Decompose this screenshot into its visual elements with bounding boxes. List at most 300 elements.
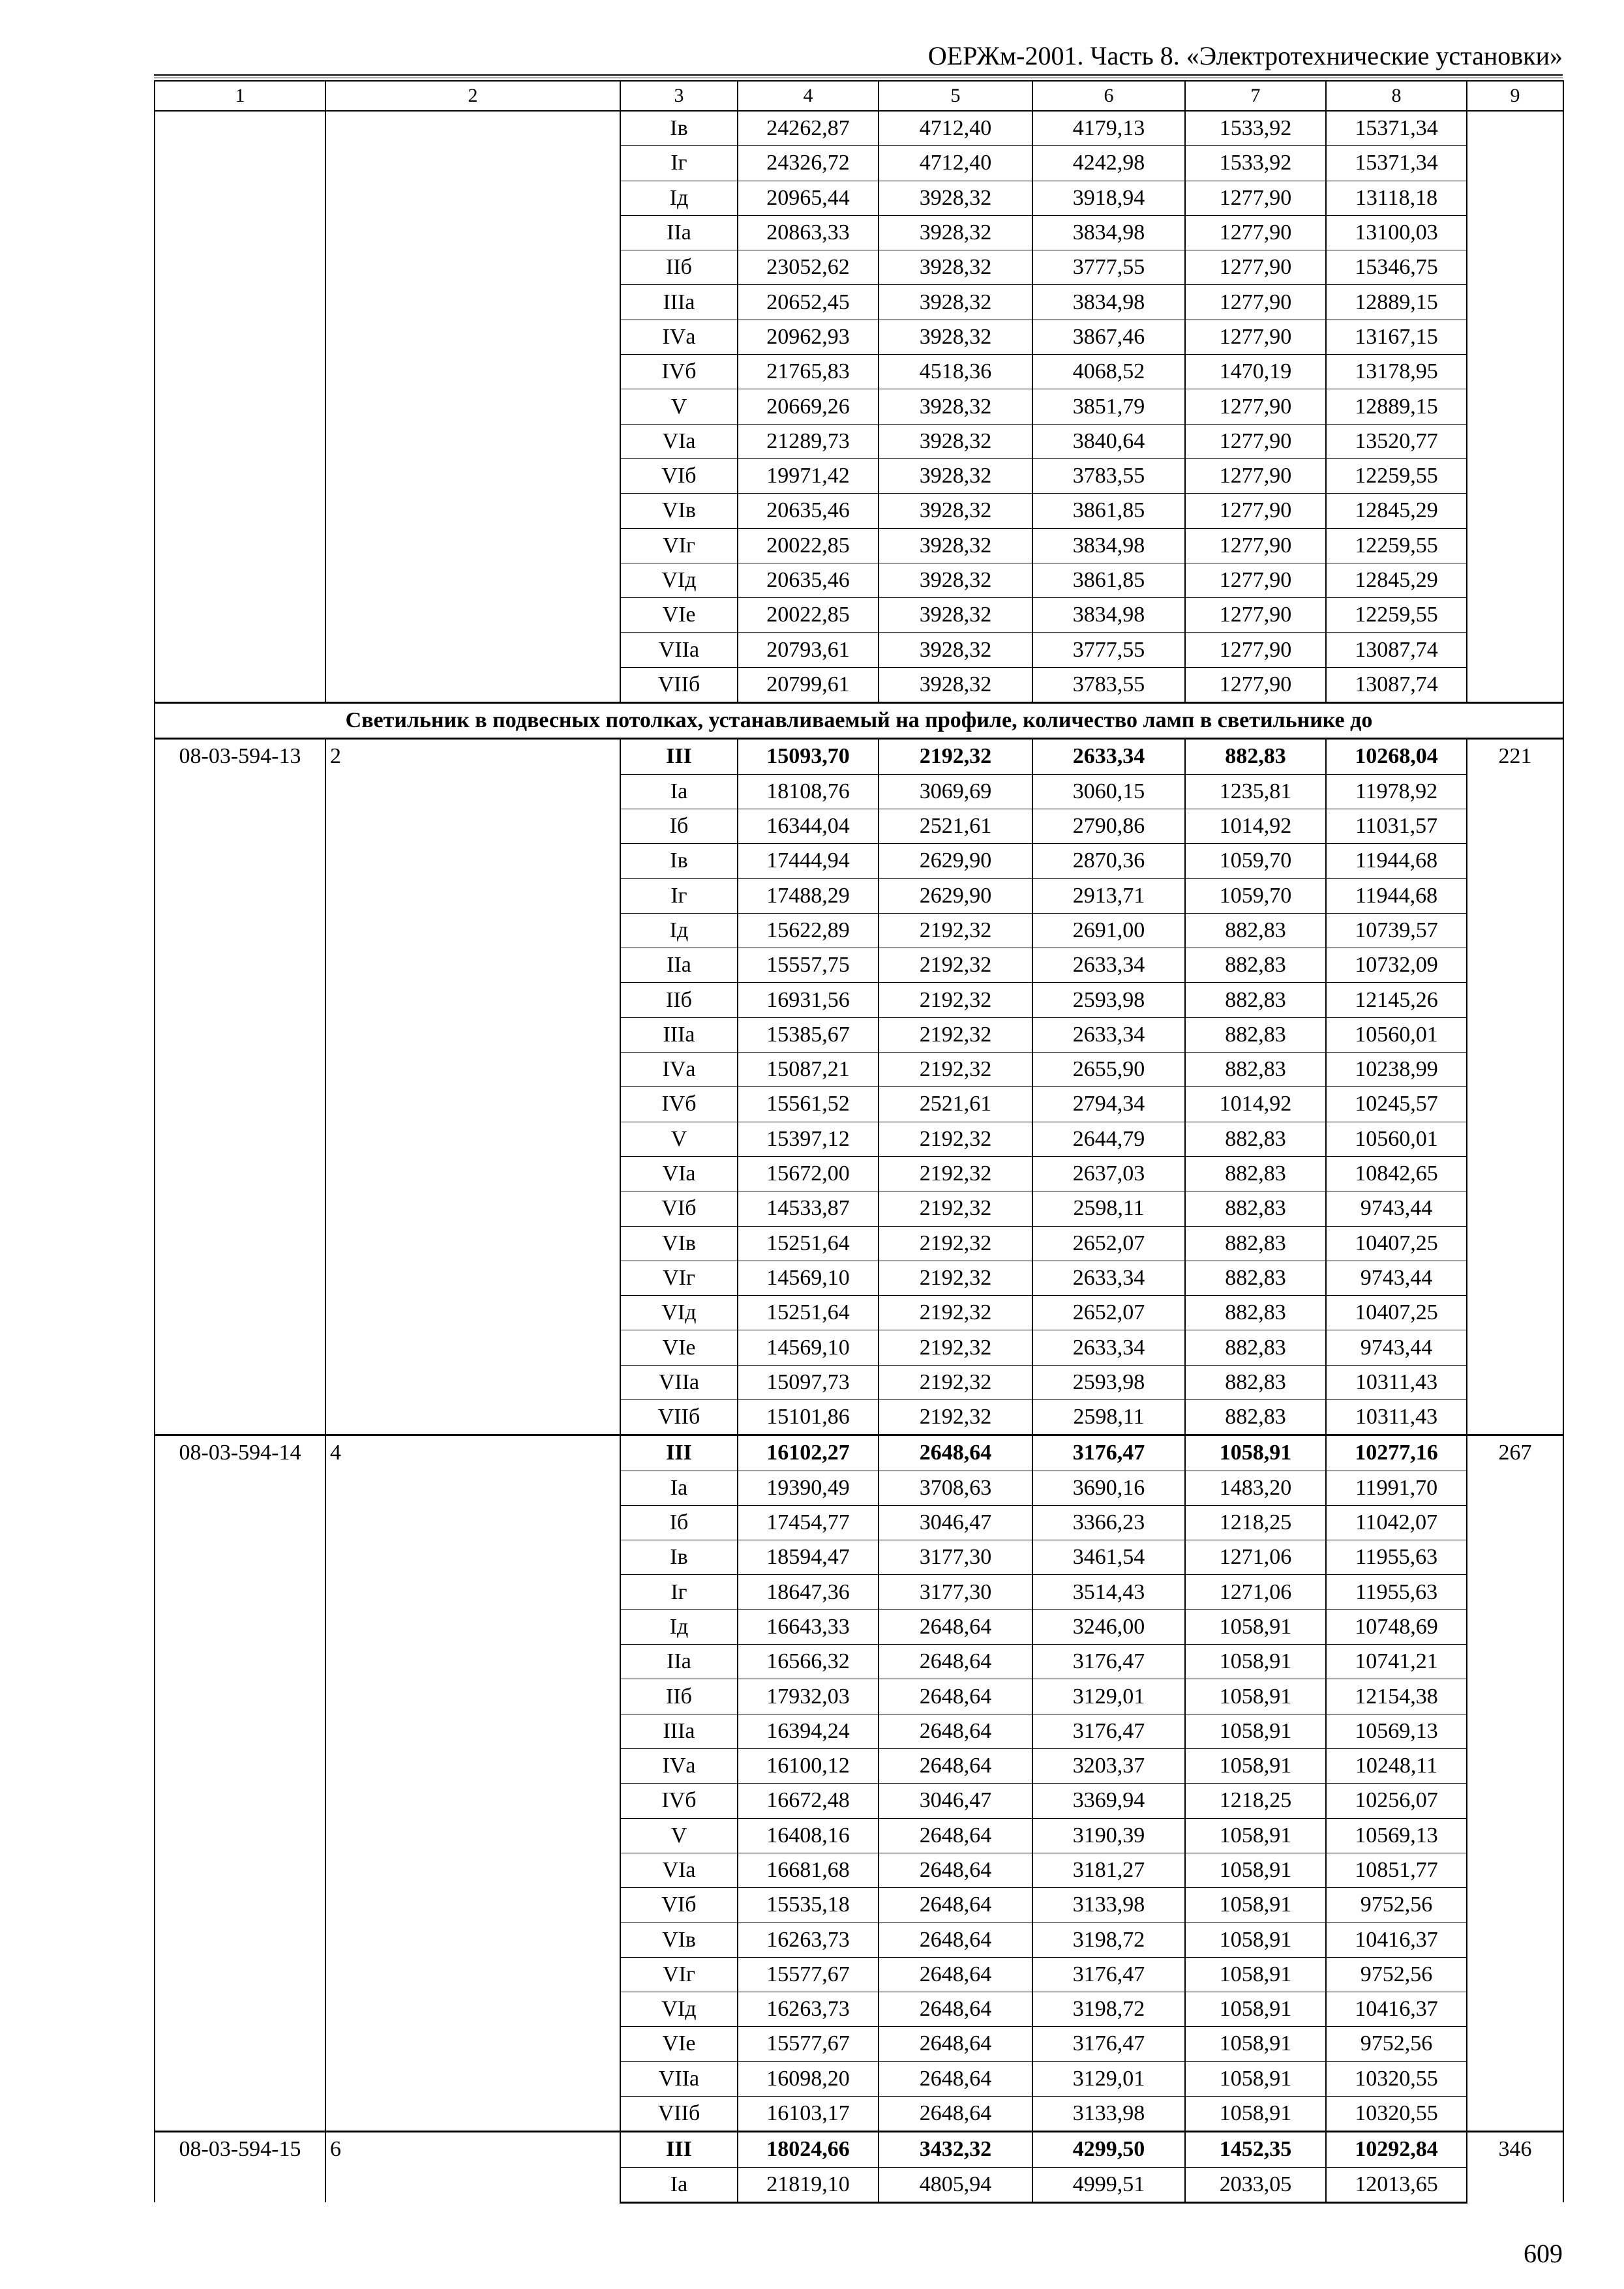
value-cell: 15251,64 xyxy=(738,1226,879,1261)
value-cell: 12845,29 xyxy=(1326,494,1467,528)
value-cell: 3834,98 xyxy=(1032,285,1185,320)
value-cell: 15397,12 xyxy=(738,1122,879,1156)
value-cell: 10320,55 xyxy=(1326,2061,1467,2096)
value-cell: 1058,91 xyxy=(1185,1922,1326,1957)
value-cell: 1058,91 xyxy=(1185,1435,1326,1471)
value-cell: 3060,15 xyxy=(1032,774,1185,809)
zone-cell: IIIа xyxy=(620,1714,738,1748)
value-cell: 18594,47 xyxy=(738,1540,879,1575)
value-cell: 2192,32 xyxy=(879,1296,1032,1330)
value-cell: 1059,70 xyxy=(1185,844,1326,878)
value-cell: 9752,56 xyxy=(1326,1888,1467,1922)
value-cell: 10277,16 xyxy=(1326,1435,1467,1471)
value-cell: 882,83 xyxy=(1185,1365,1326,1399)
value-cell: 16672,48 xyxy=(738,1784,879,1818)
lamp-count: 6 xyxy=(325,2132,620,2203)
zone-cell: VIа xyxy=(620,1853,738,1887)
value-cell: 3176,47 xyxy=(1032,1645,1185,1679)
value-cell: 20962,93 xyxy=(738,320,879,354)
value-cell: 2192,32 xyxy=(879,1191,1032,1226)
value-cell: 1271,06 xyxy=(1185,1540,1326,1575)
value-cell: 3867,46 xyxy=(1032,320,1185,354)
value-cell: 12154,38 xyxy=(1326,1679,1467,1714)
value-cell: 1452,35 xyxy=(1185,2132,1326,2167)
zone-cell: VIе xyxy=(620,1330,738,1365)
value-cell: 1058,91 xyxy=(1185,1818,1326,1853)
value-cell: 24326,72 xyxy=(738,146,879,181)
norm-code: 08-03-594-14 xyxy=(155,1435,325,2132)
value-cell: 4068,52 xyxy=(1032,355,1185,389)
value-cell: 1277,90 xyxy=(1185,598,1326,633)
zone-cell: VIIа xyxy=(620,1365,738,1399)
value-cell: 2192,32 xyxy=(879,739,1032,774)
value-cell: 1058,91 xyxy=(1185,1992,1326,2027)
zone-cell: IIб xyxy=(620,250,738,285)
value-cell: 1271,06 xyxy=(1185,1575,1326,1609)
norms-table xyxy=(154,80,1564,2204)
value-cell: 3928,32 xyxy=(879,528,1032,563)
value-cell: 1277,90 xyxy=(1185,633,1326,667)
zone-cell: Iб xyxy=(620,809,738,843)
value-cell: 3514,43 xyxy=(1032,1575,1185,1609)
value-cell: 2629,90 xyxy=(879,878,1032,913)
zone-cell: IVа xyxy=(620,320,738,354)
value-cell: 1058,91 xyxy=(1185,1679,1326,1714)
value-cell: 2633,34 xyxy=(1032,948,1185,983)
zone-cell: Iв xyxy=(620,844,738,878)
value-cell: 13087,74 xyxy=(1326,667,1467,702)
zone-cell: Iб xyxy=(620,1505,738,1540)
value-cell: 1014,92 xyxy=(1185,1087,1326,1122)
value-cell: 16566,32 xyxy=(738,1645,879,1679)
zone-cell: Iд xyxy=(620,913,738,948)
value-cell: 15672,00 xyxy=(738,1156,879,1191)
value-cell: 1277,90 xyxy=(1185,389,1326,424)
running-head: ОЕРЖм-2001. Часть 8. «Электротехнические установки» xyxy=(927,41,1563,70)
norm-code: 08-03-594-15 xyxy=(155,2132,325,2203)
value-cell: 3928,32 xyxy=(879,458,1032,493)
value-cell: 882,83 xyxy=(1185,1156,1326,1191)
value-cell: 2598,11 xyxy=(1032,1191,1185,1226)
value-cell: 17932,03 xyxy=(738,1679,879,1714)
value-cell: 15371,34 xyxy=(1326,111,1467,146)
value-cell: 1059,70 xyxy=(1185,878,1326,913)
value-cell: 1058,91 xyxy=(1185,1853,1326,1887)
value-cell: 10268,04 xyxy=(1326,739,1467,774)
value-cell: 4299,50 xyxy=(1032,2132,1185,2167)
value-cell: 17488,29 xyxy=(738,878,879,913)
value-cell: 15346,75 xyxy=(1326,250,1467,285)
zone-cell: VIб xyxy=(620,1888,738,1922)
value-cell: 10311,43 xyxy=(1326,1399,1467,1435)
value-cell: 3918,94 xyxy=(1032,181,1185,215)
value-cell: 1277,90 xyxy=(1185,563,1326,597)
value-cell: 10842,65 xyxy=(1326,1156,1467,1191)
value-cell: 3928,32 xyxy=(879,563,1032,597)
value-cell: 21765,83 xyxy=(738,355,879,389)
value-cell: 2629,90 xyxy=(879,844,1032,878)
value-cell: 19390,49 xyxy=(738,1471,879,1505)
value-cell: 2648,64 xyxy=(879,1679,1032,1714)
page-number: 609 xyxy=(1524,2239,1563,2268)
zone-cell: VIг xyxy=(620,1957,738,1992)
value-cell: 12845,29 xyxy=(1326,563,1467,597)
zone-cell: VIв xyxy=(620,494,738,528)
value-cell: 3851,79 xyxy=(1032,389,1185,424)
value-cell: 16263,73 xyxy=(738,1992,879,2027)
value-cell: 4242,98 xyxy=(1032,146,1185,181)
value-cell: 20652,45 xyxy=(738,285,879,320)
value-cell: 4518,36 xyxy=(879,355,1032,389)
zone-cell: V xyxy=(620,1122,738,1156)
value-cell: 2633,34 xyxy=(1032,1261,1185,1295)
value-cell: 2648,64 xyxy=(879,1435,1032,1471)
ref-number: 346 xyxy=(1467,2132,1563,2203)
value-cell: 21289,73 xyxy=(738,424,879,458)
value-cell: 882,83 xyxy=(1185,1296,1326,1330)
value-cell: 2598,11 xyxy=(1032,1399,1185,1435)
value-cell: 3834,98 xyxy=(1032,215,1185,250)
lamp-count: 4 xyxy=(325,1435,620,2132)
value-cell: 1277,90 xyxy=(1185,181,1326,215)
value-cell: 4805,94 xyxy=(879,2167,1032,2202)
value-cell: 2648,64 xyxy=(879,1888,1032,1922)
value-cell: 1277,90 xyxy=(1185,458,1326,493)
value-cell: 2521,61 xyxy=(879,809,1032,843)
zone-cell: VIв xyxy=(620,1922,738,1957)
value-cell: 3190,39 xyxy=(1032,1818,1185,1853)
value-cell: 16344,04 xyxy=(738,809,879,843)
column-number: 1 xyxy=(155,81,325,111)
value-cell: 1058,91 xyxy=(1185,1609,1326,1644)
zone-cell: IIа xyxy=(620,1645,738,1679)
value-cell: 20022,85 xyxy=(738,598,879,633)
value-cell: 2192,32 xyxy=(879,1365,1032,1399)
value-cell: 2655,90 xyxy=(1032,1053,1185,1087)
value-cell: 12889,15 xyxy=(1326,285,1467,320)
value-cell: 2192,32 xyxy=(879,1017,1032,1052)
value-cell: 2648,64 xyxy=(879,1645,1032,1679)
value-cell: 2593,98 xyxy=(1032,1365,1185,1399)
zone-cell: IVб xyxy=(620,1784,738,1818)
value-cell: 1058,91 xyxy=(1185,1714,1326,1748)
value-cell: 3928,32 xyxy=(879,250,1032,285)
value-cell: 2192,32 xyxy=(879,1330,1032,1365)
value-cell: 3834,98 xyxy=(1032,598,1185,633)
value-cell: 16394,24 xyxy=(738,1714,879,1748)
code-cell xyxy=(155,111,325,703)
value-cell: 1483,20 xyxy=(1185,1471,1326,1505)
zone-cell: IVб xyxy=(620,1087,738,1122)
value-cell: 1533,92 xyxy=(1185,111,1326,146)
zone-cell: IIб xyxy=(620,1679,738,1714)
value-cell: 1277,90 xyxy=(1185,494,1326,528)
value-cell: 16931,56 xyxy=(738,983,879,1017)
value-cell: 3181,27 xyxy=(1032,1853,1185,1887)
value-cell: 14569,10 xyxy=(738,1261,879,1295)
value-cell: 882,83 xyxy=(1185,1017,1326,1052)
value-cell: 10748,69 xyxy=(1326,1609,1467,1644)
value-cell: 15577,67 xyxy=(738,1957,879,1992)
value-cell: 23052,62 xyxy=(738,250,879,285)
value-cell: 14569,10 xyxy=(738,1330,879,1365)
value-cell: 1058,91 xyxy=(1185,2027,1326,2061)
value-cell: 1218,25 xyxy=(1185,1784,1326,1818)
zone-cell: VIв xyxy=(620,1226,738,1261)
value-cell: 20799,61 xyxy=(738,667,879,702)
value-cell: 11991,70 xyxy=(1326,1471,1467,1505)
value-cell: 10739,57 xyxy=(1326,913,1467,948)
value-cell: 2192,32 xyxy=(879,983,1032,1017)
value-cell: 15535,18 xyxy=(738,1888,879,1922)
table-row xyxy=(155,1435,1563,1471)
value-cell: 1235,81 xyxy=(1185,774,1326,809)
header-rule xyxy=(154,74,1563,78)
value-cell: 10741,21 xyxy=(1326,1645,1467,1679)
value-cell: 20793,61 xyxy=(738,633,879,667)
table-row xyxy=(155,111,1563,146)
value-cell: 20022,85 xyxy=(738,528,879,563)
column-number: 6 xyxy=(1032,81,1185,111)
value-cell: 3840,64 xyxy=(1032,424,1185,458)
value-cell: 10245,57 xyxy=(1326,1087,1467,1122)
value-cell: 1277,90 xyxy=(1185,285,1326,320)
value-cell: 882,83 xyxy=(1185,1191,1326,1226)
value-cell: 17444,94 xyxy=(738,844,879,878)
value-cell: 13178,95 xyxy=(1326,355,1467,389)
value-cell: 4712,40 xyxy=(879,111,1032,146)
value-cell: 1058,91 xyxy=(1185,2061,1326,2096)
value-cell: 10569,13 xyxy=(1326,1714,1467,1748)
value-cell: 1277,90 xyxy=(1185,667,1326,702)
zone-cell: IIа xyxy=(620,948,738,983)
value-cell: 2691,00 xyxy=(1032,913,1185,948)
ref-number: 267 xyxy=(1467,1435,1563,2132)
zone-cell: Iв xyxy=(620,111,738,146)
value-cell: 16681,68 xyxy=(738,1853,879,1887)
value-cell: 3176,47 xyxy=(1032,1957,1185,1992)
value-cell: 3366,23 xyxy=(1032,1505,1185,1540)
value-cell: 3928,32 xyxy=(879,389,1032,424)
column-number: 7 xyxy=(1185,81,1326,111)
value-cell: 1058,91 xyxy=(1185,1888,1326,1922)
value-cell: 9743,44 xyxy=(1326,1330,1467,1365)
value-cell: 3928,32 xyxy=(879,285,1032,320)
zone-cell: VIд xyxy=(620,563,738,597)
value-cell: 11978,92 xyxy=(1326,774,1467,809)
value-cell: 1277,90 xyxy=(1185,250,1326,285)
value-cell: 3432,32 xyxy=(879,2132,1032,2167)
value-cell: 3928,32 xyxy=(879,598,1032,633)
value-cell: 15101,86 xyxy=(738,1399,879,1435)
value-cell: 3133,98 xyxy=(1032,2096,1185,2131)
value-cell: 1533,92 xyxy=(1185,146,1326,181)
zone-cell: VIд xyxy=(620,1296,738,1330)
value-cell: 17454,77 xyxy=(738,1505,879,1540)
value-cell: 2648,64 xyxy=(879,1609,1032,1644)
value-cell: 10560,01 xyxy=(1326,1122,1467,1156)
zone-cell: Iд xyxy=(620,181,738,215)
value-cell: 20635,46 xyxy=(738,563,879,597)
value-cell: 3777,55 xyxy=(1032,633,1185,667)
value-cell: 2648,64 xyxy=(879,1853,1032,1887)
value-cell: 3177,30 xyxy=(879,1540,1032,1575)
lamp-count: 2 xyxy=(325,739,620,1435)
zone-cell: Iг xyxy=(620,878,738,913)
zone-cell: VIе xyxy=(620,598,738,633)
value-cell: 3928,32 xyxy=(879,424,1032,458)
zone-cell: III xyxy=(620,1435,738,1471)
value-cell: 2870,36 xyxy=(1032,844,1185,878)
zone-cell: VIIб xyxy=(620,667,738,702)
value-cell: 10238,99 xyxy=(1326,1053,1467,1087)
value-cell: 13100,03 xyxy=(1326,215,1467,250)
value-cell: 3369,94 xyxy=(1032,1784,1185,1818)
value-cell: 10256,07 xyxy=(1326,1784,1467,1818)
value-cell: 1058,91 xyxy=(1185,2096,1326,2131)
value-cell: 13087,74 xyxy=(1326,633,1467,667)
value-cell: 3246,00 xyxy=(1032,1609,1185,1644)
value-cell: 9743,44 xyxy=(1326,1191,1467,1226)
value-cell: 3069,69 xyxy=(879,774,1032,809)
value-cell: 15557,75 xyxy=(738,948,879,983)
value-cell: 16408,16 xyxy=(738,1818,879,1853)
value-cell: 2648,64 xyxy=(879,1748,1032,1783)
zone-cell: VIд xyxy=(620,1992,738,2027)
value-cell: 2593,98 xyxy=(1032,983,1185,1017)
value-cell: 882,83 xyxy=(1185,1330,1326,1365)
value-cell: 1058,91 xyxy=(1185,1748,1326,1783)
value-cell: 3928,32 xyxy=(879,181,1032,215)
table-row xyxy=(155,2132,1563,2167)
value-cell: 15371,34 xyxy=(1326,146,1467,181)
zone-cell: VIб xyxy=(620,458,738,493)
value-cell: 18647,36 xyxy=(738,1575,879,1609)
value-cell: 2192,32 xyxy=(879,1156,1032,1191)
value-cell: 3203,37 xyxy=(1032,1748,1185,1783)
value-cell: 1277,90 xyxy=(1185,424,1326,458)
value-cell: 2192,32 xyxy=(879,913,1032,948)
value-cell: 13167,15 xyxy=(1326,320,1467,354)
value-cell: 1277,90 xyxy=(1185,215,1326,250)
zone-cell: Iа xyxy=(620,2167,738,2202)
value-cell: 15097,73 xyxy=(738,1365,879,1399)
value-cell: 2633,34 xyxy=(1032,1330,1185,1365)
value-cell: 11944,68 xyxy=(1326,844,1467,878)
zone-cell: IIа xyxy=(620,215,738,250)
value-cell: 2644,79 xyxy=(1032,1122,1185,1156)
value-cell: 3176,47 xyxy=(1032,1714,1185,1748)
value-cell: 3129,01 xyxy=(1032,1679,1185,1714)
value-cell: 12145,26 xyxy=(1326,983,1467,1017)
value-cell: 10320,55 xyxy=(1326,2096,1467,2131)
column-number: 3 xyxy=(620,81,738,111)
value-cell: 24262,87 xyxy=(738,111,879,146)
value-cell: 882,83 xyxy=(1185,913,1326,948)
value-cell: 10416,37 xyxy=(1326,1992,1467,2027)
zone-cell: IIIа xyxy=(620,1017,738,1052)
value-cell: 12259,55 xyxy=(1326,598,1467,633)
value-cell: 18108,76 xyxy=(738,774,879,809)
zone-cell: IIб xyxy=(620,983,738,1017)
value-cell: 2192,32 xyxy=(879,1399,1032,1435)
column-number: 5 xyxy=(879,81,1032,111)
value-cell: 10248,11 xyxy=(1326,1748,1467,1783)
value-cell: 10560,01 xyxy=(1326,1017,1467,1052)
value-cell: 15251,64 xyxy=(738,1296,879,1330)
value-cell: 2648,64 xyxy=(879,1992,1032,2027)
value-cell: 15093,70 xyxy=(738,739,879,774)
value-cell: 10311,43 xyxy=(1326,1365,1467,1399)
column-number: 2 xyxy=(325,81,620,111)
zone-cell: Iг xyxy=(620,146,738,181)
value-cell: 2913,71 xyxy=(1032,878,1185,913)
column-number-row xyxy=(155,81,1563,111)
value-cell: 2192,32 xyxy=(879,1053,1032,1087)
value-cell: 12259,55 xyxy=(1326,528,1467,563)
value-cell: 3133,98 xyxy=(1032,1888,1185,1922)
value-cell: 3046,47 xyxy=(879,1505,1032,1540)
ref-cell xyxy=(1467,111,1563,703)
value-cell: 3176,47 xyxy=(1032,2027,1185,2061)
value-cell: 3834,98 xyxy=(1032,528,1185,563)
value-cell: 4712,40 xyxy=(879,146,1032,181)
value-cell: 20965,44 xyxy=(738,181,879,215)
column-number: 8 xyxy=(1326,81,1467,111)
value-cell: 21819,10 xyxy=(738,2167,879,2202)
value-cell: 3198,72 xyxy=(1032,1922,1185,1957)
value-cell: 3928,32 xyxy=(879,667,1032,702)
value-cell: 1058,91 xyxy=(1185,1645,1326,1679)
section-heading: Светильник в подвесных потолках, устанавливаемый на профиле, количество ламп в светильнике до xyxy=(155,703,1563,739)
value-cell: 882,83 xyxy=(1185,1122,1326,1156)
column-number: 4 xyxy=(738,81,879,111)
zone-cell: VIа xyxy=(620,424,738,458)
value-cell: 16098,20 xyxy=(738,2061,879,2096)
value-cell: 9743,44 xyxy=(1326,1261,1467,1295)
value-cell: 11944,68 xyxy=(1326,878,1467,913)
value-cell: 19971,42 xyxy=(738,458,879,493)
value-cell: 10292,84 xyxy=(1326,2132,1467,2167)
value-cell: 2633,34 xyxy=(1032,1017,1185,1052)
lamps-cell xyxy=(325,111,620,703)
value-cell: 2192,32 xyxy=(879,1122,1032,1156)
value-cell: 2648,64 xyxy=(879,1957,1032,1992)
value-cell: 882,83 xyxy=(1185,739,1326,774)
value-cell: 2790,86 xyxy=(1032,809,1185,843)
value-cell: 1470,19 xyxy=(1185,355,1326,389)
zone-cell: IVа xyxy=(620,1053,738,1087)
section-heading-row xyxy=(155,703,1563,739)
zone-cell: III xyxy=(620,739,738,774)
value-cell: 3928,32 xyxy=(879,215,1032,250)
zone-cell: IVа xyxy=(620,1748,738,1783)
zone-cell: V xyxy=(620,389,738,424)
zone-cell: VIIа xyxy=(620,2061,738,2096)
zone-cell: III xyxy=(620,2132,738,2167)
value-cell: 11955,63 xyxy=(1326,1540,1467,1575)
zone-cell: VIб xyxy=(620,1191,738,1226)
value-cell: 12013,65 xyxy=(1326,2167,1467,2202)
value-cell: 3177,30 xyxy=(879,1575,1032,1609)
value-cell: 13520,77 xyxy=(1326,424,1467,458)
value-cell: 882,83 xyxy=(1185,1226,1326,1261)
zone-cell: VIг xyxy=(620,528,738,563)
value-cell: 2648,64 xyxy=(879,2096,1032,2131)
value-cell: 10732,09 xyxy=(1326,948,1467,983)
value-cell: 2637,03 xyxy=(1032,1156,1185,1191)
value-cell: 2652,07 xyxy=(1032,1296,1185,1330)
